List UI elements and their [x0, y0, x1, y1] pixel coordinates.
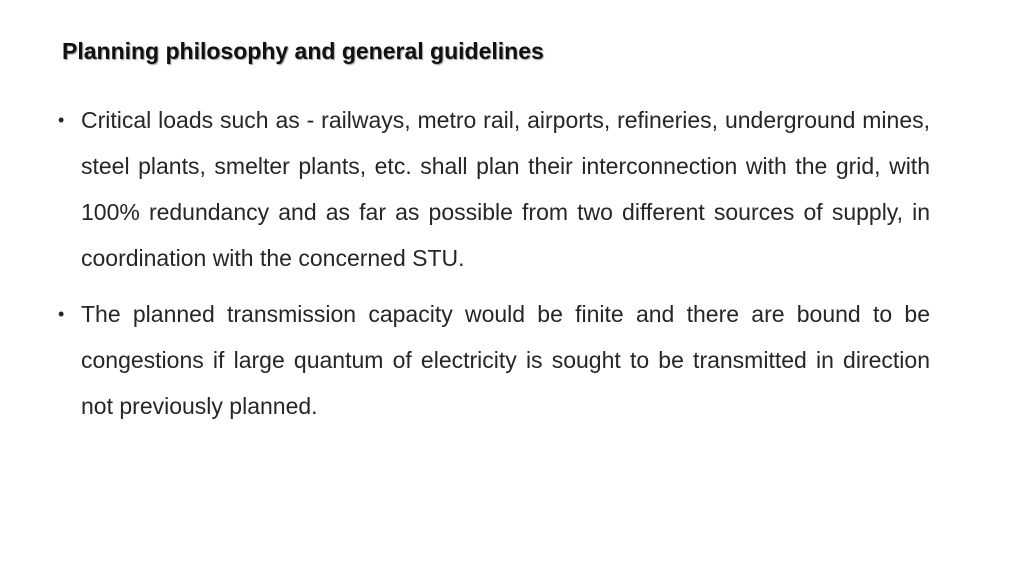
bullet-list	[58, 97, 930, 429]
bullet-text: The planned transmission capacity would be finite and there are bound to be congestions if large quantum of electricity is sought to be transmitted in direction not previously planned.	[81, 301, 930, 419]
bullet-item-transmission-capacity	[58, 291, 930, 429]
bullet-dot-icon: •	[58, 304, 65, 324]
bullet-dot-icon: •	[58, 110, 65, 130]
slide-title: Planning philosophy and general guidelines	[62, 38, 544, 64]
bullet-item-critical-loads	[58, 97, 930, 281]
bullet-text: Critical loads such as - railways, metro rail, airports, refineries, underground mines, steel plants, smelter plants, etc. shall plan their interconnection with the grid, with 100% redundancy and as far as possible from two different sources of supply, in coordination with the concerned STU.	[81, 107, 930, 271]
